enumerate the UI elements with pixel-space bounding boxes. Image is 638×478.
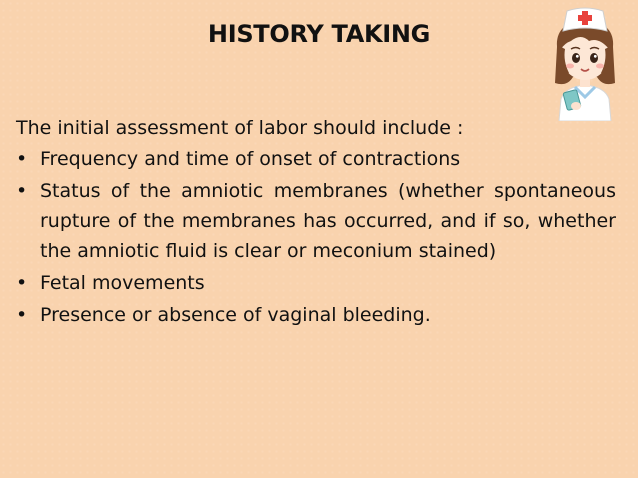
bullet-text: Status of the amniotic membranes (whether spontaneous rupture of the membranes has occurred, and if so, whether the amniotic fluid is clear or meconium stained): [40, 180, 616, 262]
intro-text: The initial assessment of labor should include :: [16, 117, 464, 139]
bullet-marker: •: [16, 272, 28, 294]
bullet-marker: •: [16, 180, 28, 202]
slide-title: HISTORY TAKING: [207, 20, 431, 48]
bullet-item: [16, 144, 616, 174]
bullet-item: [16, 176, 616, 266]
bullet-text: Fetal movements: [40, 272, 205, 294]
bullet-item: [16, 268, 616, 298]
bullet-text: Presence or absence of vaginal bleeding.: [40, 304, 431, 326]
bullet-list: [16, 144, 616, 332]
nurse-cartoon-icon: [545, 3, 625, 121]
bullet-item: [16, 300, 616, 330]
bullet-marker: •: [16, 304, 28, 326]
bullet-text: Frequency and time of onset of contractions: [40, 148, 461, 170]
bullet-marker: •: [16, 148, 28, 170]
